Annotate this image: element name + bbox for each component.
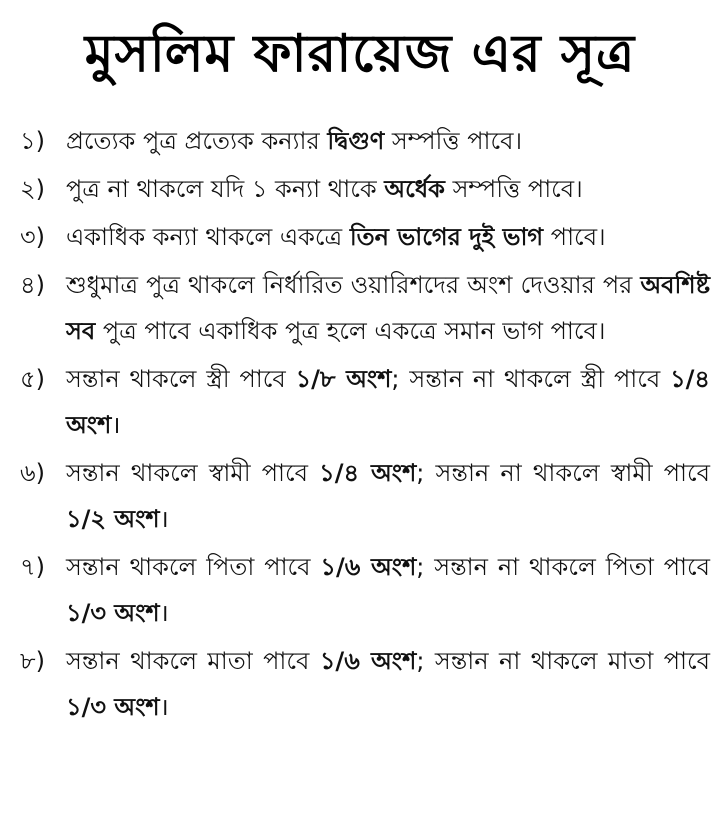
rule-number: ৩) bbox=[20, 223, 45, 251]
rule-emphasis: ১/৩ অংশ bbox=[66, 693, 160, 721]
rule-text-part: সন্তান থাকলে মাতা পাবে bbox=[66, 647, 320, 675]
rule-item bbox=[20, 544, 710, 636]
rule-text-part: । bbox=[159, 505, 169, 533]
rule-item bbox=[20, 166, 710, 212]
rule-text-part: একাধিক কন্যা থাকলে একত্রে bbox=[66, 223, 350, 251]
rule-text-part: শুধুমাত্র পুত্র থাকলে নির্ধারিত ওয়ারিশদের অংশ দেওয়ার পর bbox=[66, 271, 641, 299]
rule-text-part: সম্পত্তি পাবে। bbox=[444, 175, 583, 203]
rule-emphasis: ১/৮ অংশ bbox=[295, 365, 392, 393]
rule-item bbox=[20, 214, 710, 260]
rule-number: ৬) bbox=[20, 459, 45, 487]
rules-list bbox=[20, 118, 710, 732]
rule-text-part: ; সন্তান না থাকলে স্ত্রী পাবে bbox=[391, 365, 671, 393]
rule-text-part: সন্তান থাকলে স্বামী পাবে bbox=[66, 459, 320, 487]
rule-emphasis: তিন ভাগের দুই ভাগ bbox=[349, 223, 544, 251]
rule-emphasis: অবশিষ্ট সব bbox=[66, 271, 710, 345]
rule-emphasis: দ্বিগুণ bbox=[327, 127, 385, 155]
rule-text-part: । bbox=[159, 599, 169, 627]
rule-number: ৮) bbox=[20, 647, 45, 675]
rule-text-part: পুত্র পাবে একাধিক পুত্র হলে একত্রে সমান ভাগ পাবে। bbox=[95, 317, 606, 345]
rule-text-part: ; সন্তান না থাকলে মাতা পাবে bbox=[416, 647, 710, 675]
rule-text bbox=[66, 450, 710, 542]
rule-text-part: পাবে। bbox=[543, 223, 606, 251]
rule-item bbox=[20, 638, 710, 730]
rule-number: ৭) bbox=[20, 553, 45, 581]
rule-emphasis: ১/৪ অংশ bbox=[319, 459, 417, 487]
rule-text bbox=[66, 262, 710, 354]
rule-emphasis: ১/৬ অংশ bbox=[319, 647, 417, 675]
rule-text-part: পুত্র না থাকলে যদি ১ কন্যা থাকে bbox=[66, 175, 385, 203]
rule-text-part: সন্তান থাকলে পিতা পাবে bbox=[66, 553, 321, 581]
rule-text bbox=[66, 166, 710, 212]
rule-text bbox=[66, 638, 710, 730]
rule-item bbox=[20, 262, 710, 354]
rule-text-part: । bbox=[111, 411, 121, 439]
rule-number: ২) bbox=[20, 175, 45, 203]
rule-text-part: । bbox=[159, 693, 169, 721]
rule-emphasis: ১/৬ অংশ bbox=[320, 553, 417, 581]
rule-text bbox=[66, 214, 710, 260]
rule-number: ১) bbox=[20, 127, 45, 155]
rule-emphasis: ১/৪ অংশ bbox=[66, 365, 710, 439]
rule-text bbox=[66, 544, 710, 636]
rule-text-part: সম্পত্তি পাবে। bbox=[384, 127, 523, 155]
rule-text bbox=[66, 356, 710, 448]
rule-item bbox=[20, 118, 710, 164]
rule-item bbox=[20, 356, 710, 448]
rule-text-part: ; সন্তান না থাকলে স্বামী পাবে bbox=[416, 459, 710, 487]
rule-number: ৪) bbox=[20, 271, 45, 299]
rule-text-part: প্রত্যেক পুত্র প্রত্যেক কন্যার bbox=[66, 127, 328, 155]
rule-item bbox=[20, 450, 710, 542]
rule-emphasis: ১/২ অংশ bbox=[66, 505, 160, 533]
rule-emphasis: অর্ধেক bbox=[384, 175, 445, 203]
rule-emphasis: ১/৩ অংশ bbox=[66, 599, 160, 627]
rule-text-part: সন্তান থাকলে স্ত্রী পাবে bbox=[66, 365, 296, 393]
rule-text bbox=[66, 118, 710, 164]
rule-text-part: ; সন্তান না থাকলে পিতা পাবে bbox=[416, 553, 710, 581]
page-title: মুসলিম ফারায়েজ এর সূত্র bbox=[84, 23, 636, 84]
rule-number: ৫) bbox=[20, 365, 45, 393]
